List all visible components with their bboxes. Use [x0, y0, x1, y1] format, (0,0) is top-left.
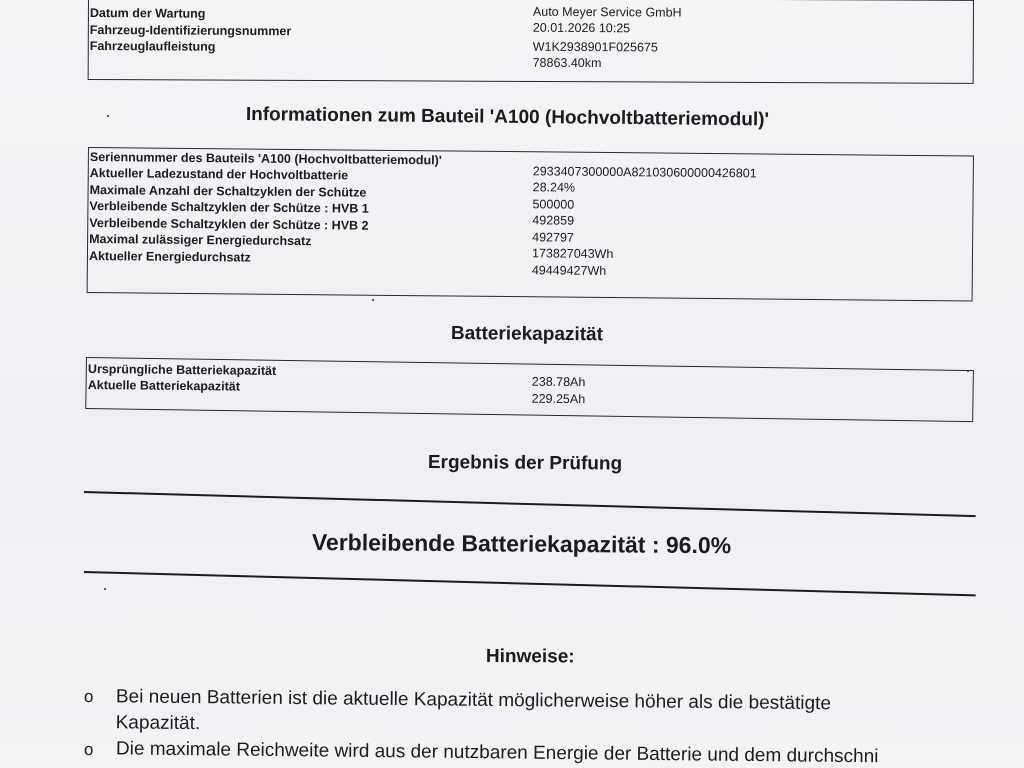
component-row-label: Aktueller Ladezustand der Hochvoltbatterie: [89, 165, 349, 183]
result-section-title: Ergebnis der Prüfung: [427, 452, 623, 475]
component-row-value: 2933407300000A821030600000426801: [532, 164, 757, 181]
capacity-row-label: Aktuelle Batteriekapazität: [87, 377, 240, 394]
vehicle-row-label: Fahrzeug-Identifizierungsnummer: [89, 22, 292, 39]
vehicle-row-value: 78863.40km: [532, 55, 602, 71]
component-row-label: Seriennummer des Bauteils 'A100 (Hochvoltbatteriemodul)': [89, 150, 442, 168]
vehicle-row-value: W1K2938901F025675: [532, 39, 658, 55]
component-row-label: Verbleibende Schaltzyklen der Schütze : HVB 2: [89, 215, 369, 233]
component-row-label: Maximale Anzahl der Schaltzyklen der Schütze: [89, 182, 367, 200]
notes-section-title: Hinweise:: [485, 646, 575, 668]
component-row-value: 28.24%: [532, 180, 576, 195]
component-row-value: 492797: [532, 230, 574, 245]
note-bullet: o: [83, 687, 94, 707]
capacity-row-label: Ursprüngliche Batteriekapazität: [87, 362, 277, 378]
component-row-label: Maximal zulässiger Energiedurchsatz: [89, 231, 312, 249]
vehicle-row-value: 20.01.2026 10:25: [532, 20, 631, 36]
vehicle-row-value: Auto Meyer Service GmbH: [532, 4, 682, 20]
component-row-value: 49449427Wh: [531, 263, 607, 278]
result-text: Verbleibende Batteriekapazität : 96.0%: [311, 529, 732, 559]
component-row-label: Verbleibende Schaltzyklen der Schütze : HVB 1: [89, 198, 369, 216]
vehicle-row-label: Fahrzeuglaufleistung: [89, 38, 216, 54]
component-section-title: Informationen zum Bauteil 'A100 (Hochvoltbatteriemodul)': [245, 104, 770, 131]
component-row-value: 173827043Wh: [531, 246, 614, 262]
capacity-row-value: 229.25Ah: [531, 391, 586, 407]
note-bullet: o: [83, 740, 94, 760]
note-line: Bei neuen Batterien ist die aktuelle Kapazität möglicherweise höher als die bestätigte: [115, 686, 832, 715]
component-row-value: 500000: [532, 197, 575, 212]
capacity-row-value: 238.78Ah: [531, 374, 586, 390]
component-row-label: Aktueller Energiedurchsatz: [88, 248, 251, 265]
capacity-section-title: Batteriekapazität: [450, 323, 604, 346]
component-row-value: 492859: [532, 213, 575, 228]
vehicle-row-label: Datum der Wartung: [89, 5, 206, 21]
note-line: Die maximale Reichweite wird aus der nutzbaren Energie der Batterie und dem durchschni: [115, 738, 879, 768]
note-line: Kapazität.: [115, 712, 201, 735]
